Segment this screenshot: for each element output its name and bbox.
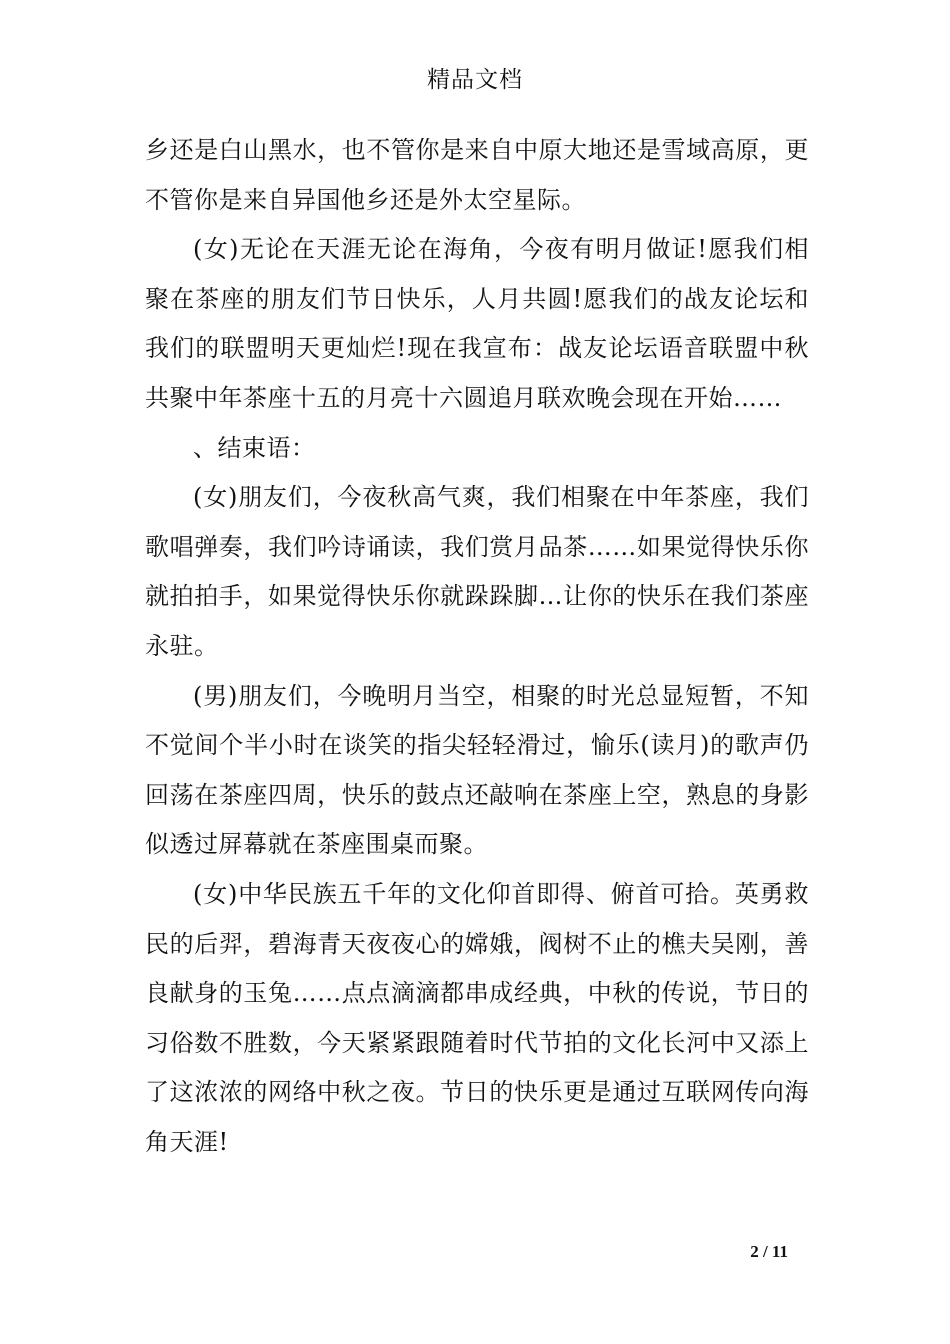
section-heading: 、结束语：	[193, 433, 316, 462]
page-number: 2 / 11	[750, 1242, 788, 1261]
paragraph: 乡还是白山黑水，也不管你是来自中原大地还是雪域高原，更不管你是来自异国他乡还是外太空星际。	[145, 136, 809, 214]
paragraph: (男)朋友们，今晚明月当空，相聚的时光总显短暂，不知不觉间个半小时在谈笑的指尖轻轻滑过，愉乐(读月)的歌声仍回荡在茶座四周，快乐的鼓点还敲响在茶座上空，熟息的身影似透过屏幕就在茶座围桌而聚。	[145, 681, 809, 859]
page-header: 精品文档	[427, 67, 523, 93]
paragraph: (女)中华民族五千年的文化仰首即得、俯首可拾。英勇救民的后羿，碧海青天夜夜心的嫦娥，阀树不止的樵夫吴刚，善良献身的玉兔……点点滴滴都串成经典，中秋的传说，节日的习俗数不胜数，今天紧紧跟随着时代节拍的文化长河中又添上了这浓浓的网络中秋之夜。节日的快乐更是通过互联网传向海角天涯!	[145, 879, 809, 1156]
paragraph: (女)无论在天涯无论在海角，今夜有明月做证!愿我们相聚在茶座的朋友们节日快乐，人月共圆!愿我们的战友论坛和我们的联盟明天更灿烂!现在我宣布：战友论坛语音联盟中秋共聚中年茶座十五的月亮十六圆追月联欢晚会现在开始……	[145, 235, 809, 412]
document-body	[145, 126, 809, 1167]
paragraph: (女)朋友们，今夜秋高气爽，我们相聚在中年茶座，我们歌唱弹奏，我们吟诗诵读，我们赏月品茶……如果觉得快乐你就拍拍手，如果觉得快乐你就跺跺脚…让你的快乐在我们茶座永驻。	[145, 483, 809, 660]
